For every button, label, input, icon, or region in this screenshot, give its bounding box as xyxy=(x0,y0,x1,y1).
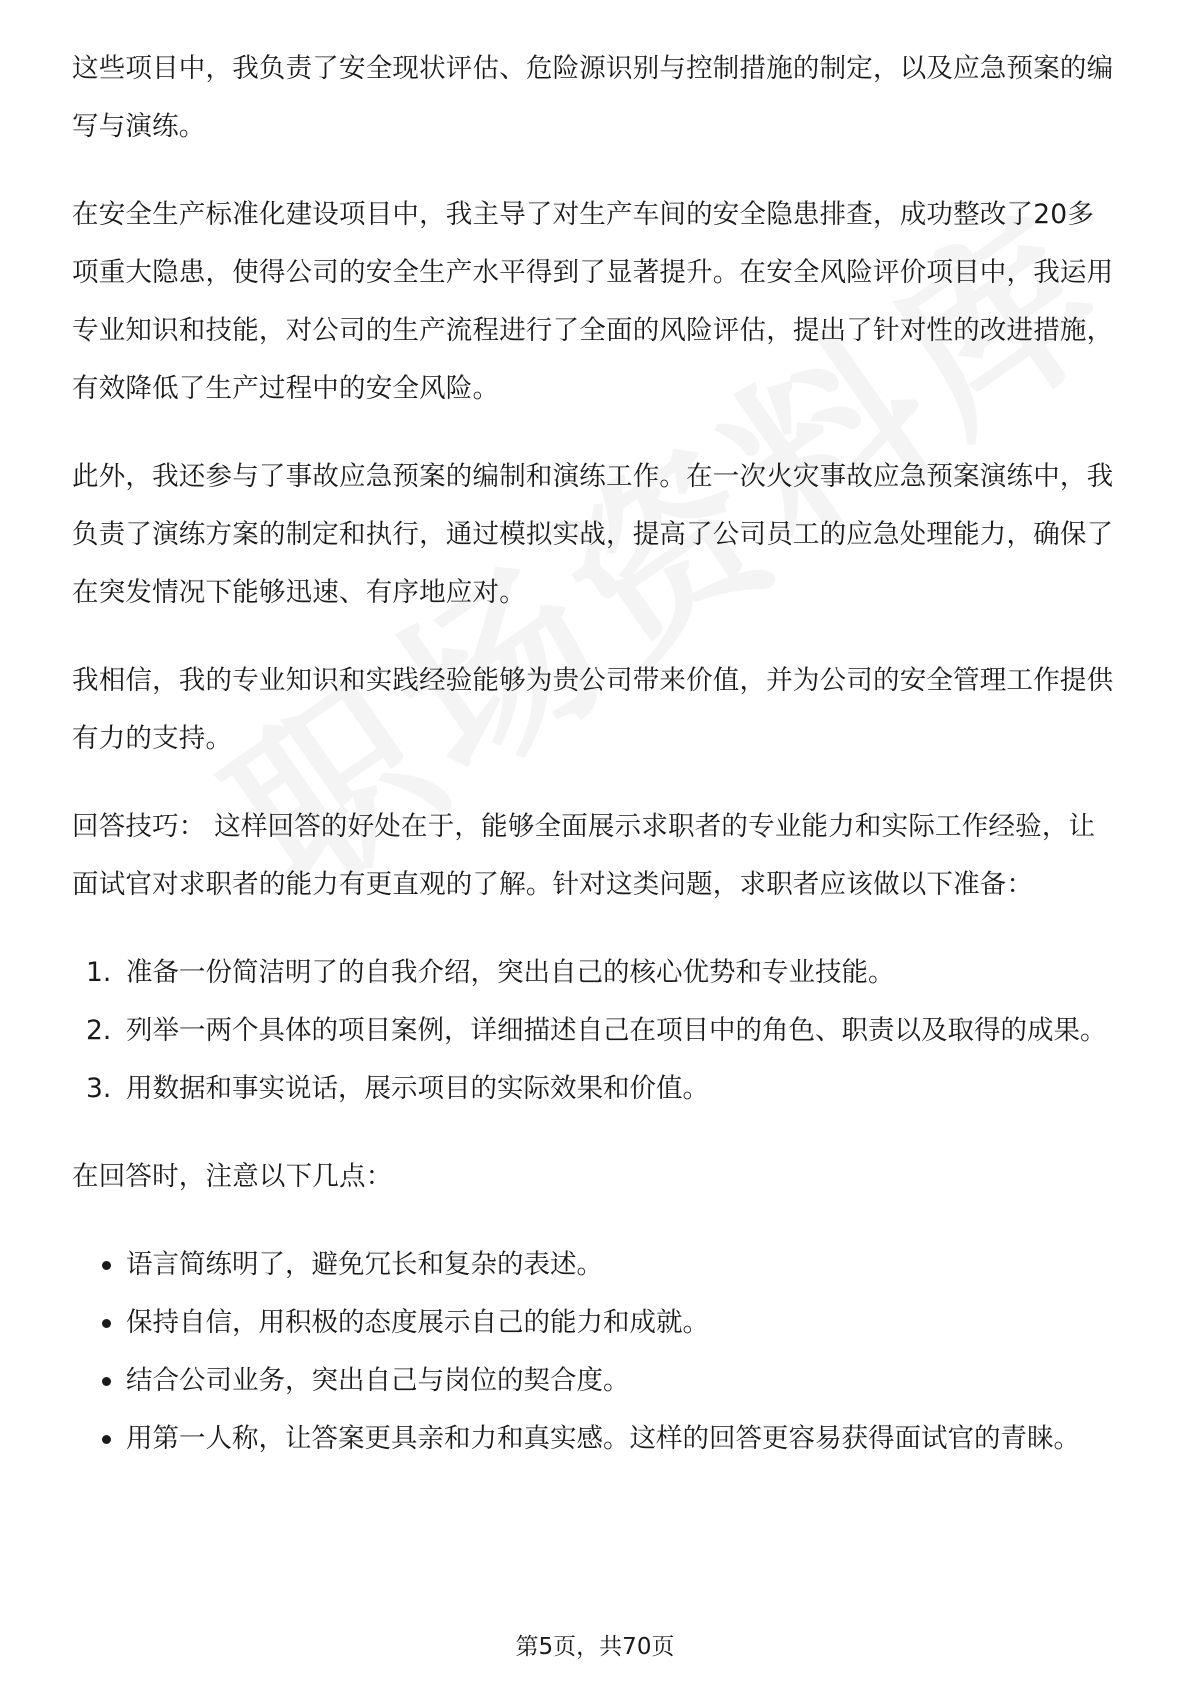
list-item-text: 用第一人称，让答案更具亲和力和真实感。这样的回答更容易获得面试官的青睐。 xyxy=(126,1423,1080,1454)
paragraph-standardization-project: 在安全生产标准化建设项目中，我主导了对生产车间的安全隐患排查，成功整改了20多项重大隐患，使得公司的安全生产水平得到了显著提升。在安全风险评价项目中，我运用专业知识和技能，对公司的生产流程进行了全面的风险评估，提出了针对性的改进措施，有效降低了生产过程中的安全风险。 xyxy=(72,199,1114,404)
list-item-text: 结合公司业务，突出自己与岗位的契合度。 xyxy=(126,1365,630,1396)
list-item xyxy=(72,1294,1118,1352)
bullet-icon xyxy=(102,1261,111,1270)
paragraph-answer-tips: 回答技巧： 这样回答的好处在于，能够全面展示求职者的专业能力和实际工作经验，让面试官对求职者的能力有更直观的了解。针对这类问题，求职者应该做以下准备： xyxy=(72,811,1096,900)
list-item xyxy=(72,1352,1118,1410)
document-page xyxy=(72,40,1118,1498)
list-item xyxy=(72,1410,1118,1468)
bullet-icon xyxy=(102,1377,111,1386)
page-number-footer: 第5页，共70页 xyxy=(515,1634,675,1660)
list-item-text: 列举一两个具体的项目案例，详细描述自己在项目中的角色、职责以及取得的成果。 xyxy=(126,1015,1107,1046)
paragraph-emergency-drill: 此外，我还参与了事故应急预案的编制和演练工作。在一次火灾事故应急预案演练中，我负责了演练方案的制定和执行，通过模拟实战，提高了公司员工的应急处理能力，确保了在突发情况下能够迅速、有序地应对。 xyxy=(72,461,1114,608)
list-number: 2. xyxy=(86,1015,112,1046)
paragraph-closing-statement: 我相信，我的专业知识和实践经验能够为贵公司带来价值，并为公司的安全管理工作提供有力的支持。 xyxy=(72,665,1114,754)
list-item xyxy=(72,1236,1118,1294)
list-item xyxy=(72,944,1118,1002)
bullet-icon xyxy=(102,1319,111,1328)
list-item-text: 语言简练明了，避免冗长和复杂的表述。 xyxy=(126,1249,603,1280)
paragraph-notes-intro: 在回答时，注意以下几点： xyxy=(72,1161,393,1192)
list-number: 3. xyxy=(86,1073,112,1104)
list-item-text: 用数据和事实说话，展示项目的实际效果和价值。 xyxy=(126,1073,709,1104)
paragraph-project-duties: 这些项目中，我负责了安全现状评估、危险源识别与控制措施的制定，以及应急预案的编写与演练。 xyxy=(72,53,1114,142)
tips-bullet-list xyxy=(72,1236,1118,1468)
list-item xyxy=(72,1060,1118,1118)
preparation-steps-list xyxy=(72,944,1118,1118)
bullet-icon xyxy=(102,1435,111,1444)
list-number: 1. xyxy=(86,957,112,988)
list-item-text: 准备一份简洁明了的自我介绍，突出自己的核心优势和专业技能。 xyxy=(126,957,895,988)
list-item-text: 保持自信，用积极的态度展示自己的能力和成就。 xyxy=(126,1307,709,1338)
list-item xyxy=(72,1002,1118,1060)
